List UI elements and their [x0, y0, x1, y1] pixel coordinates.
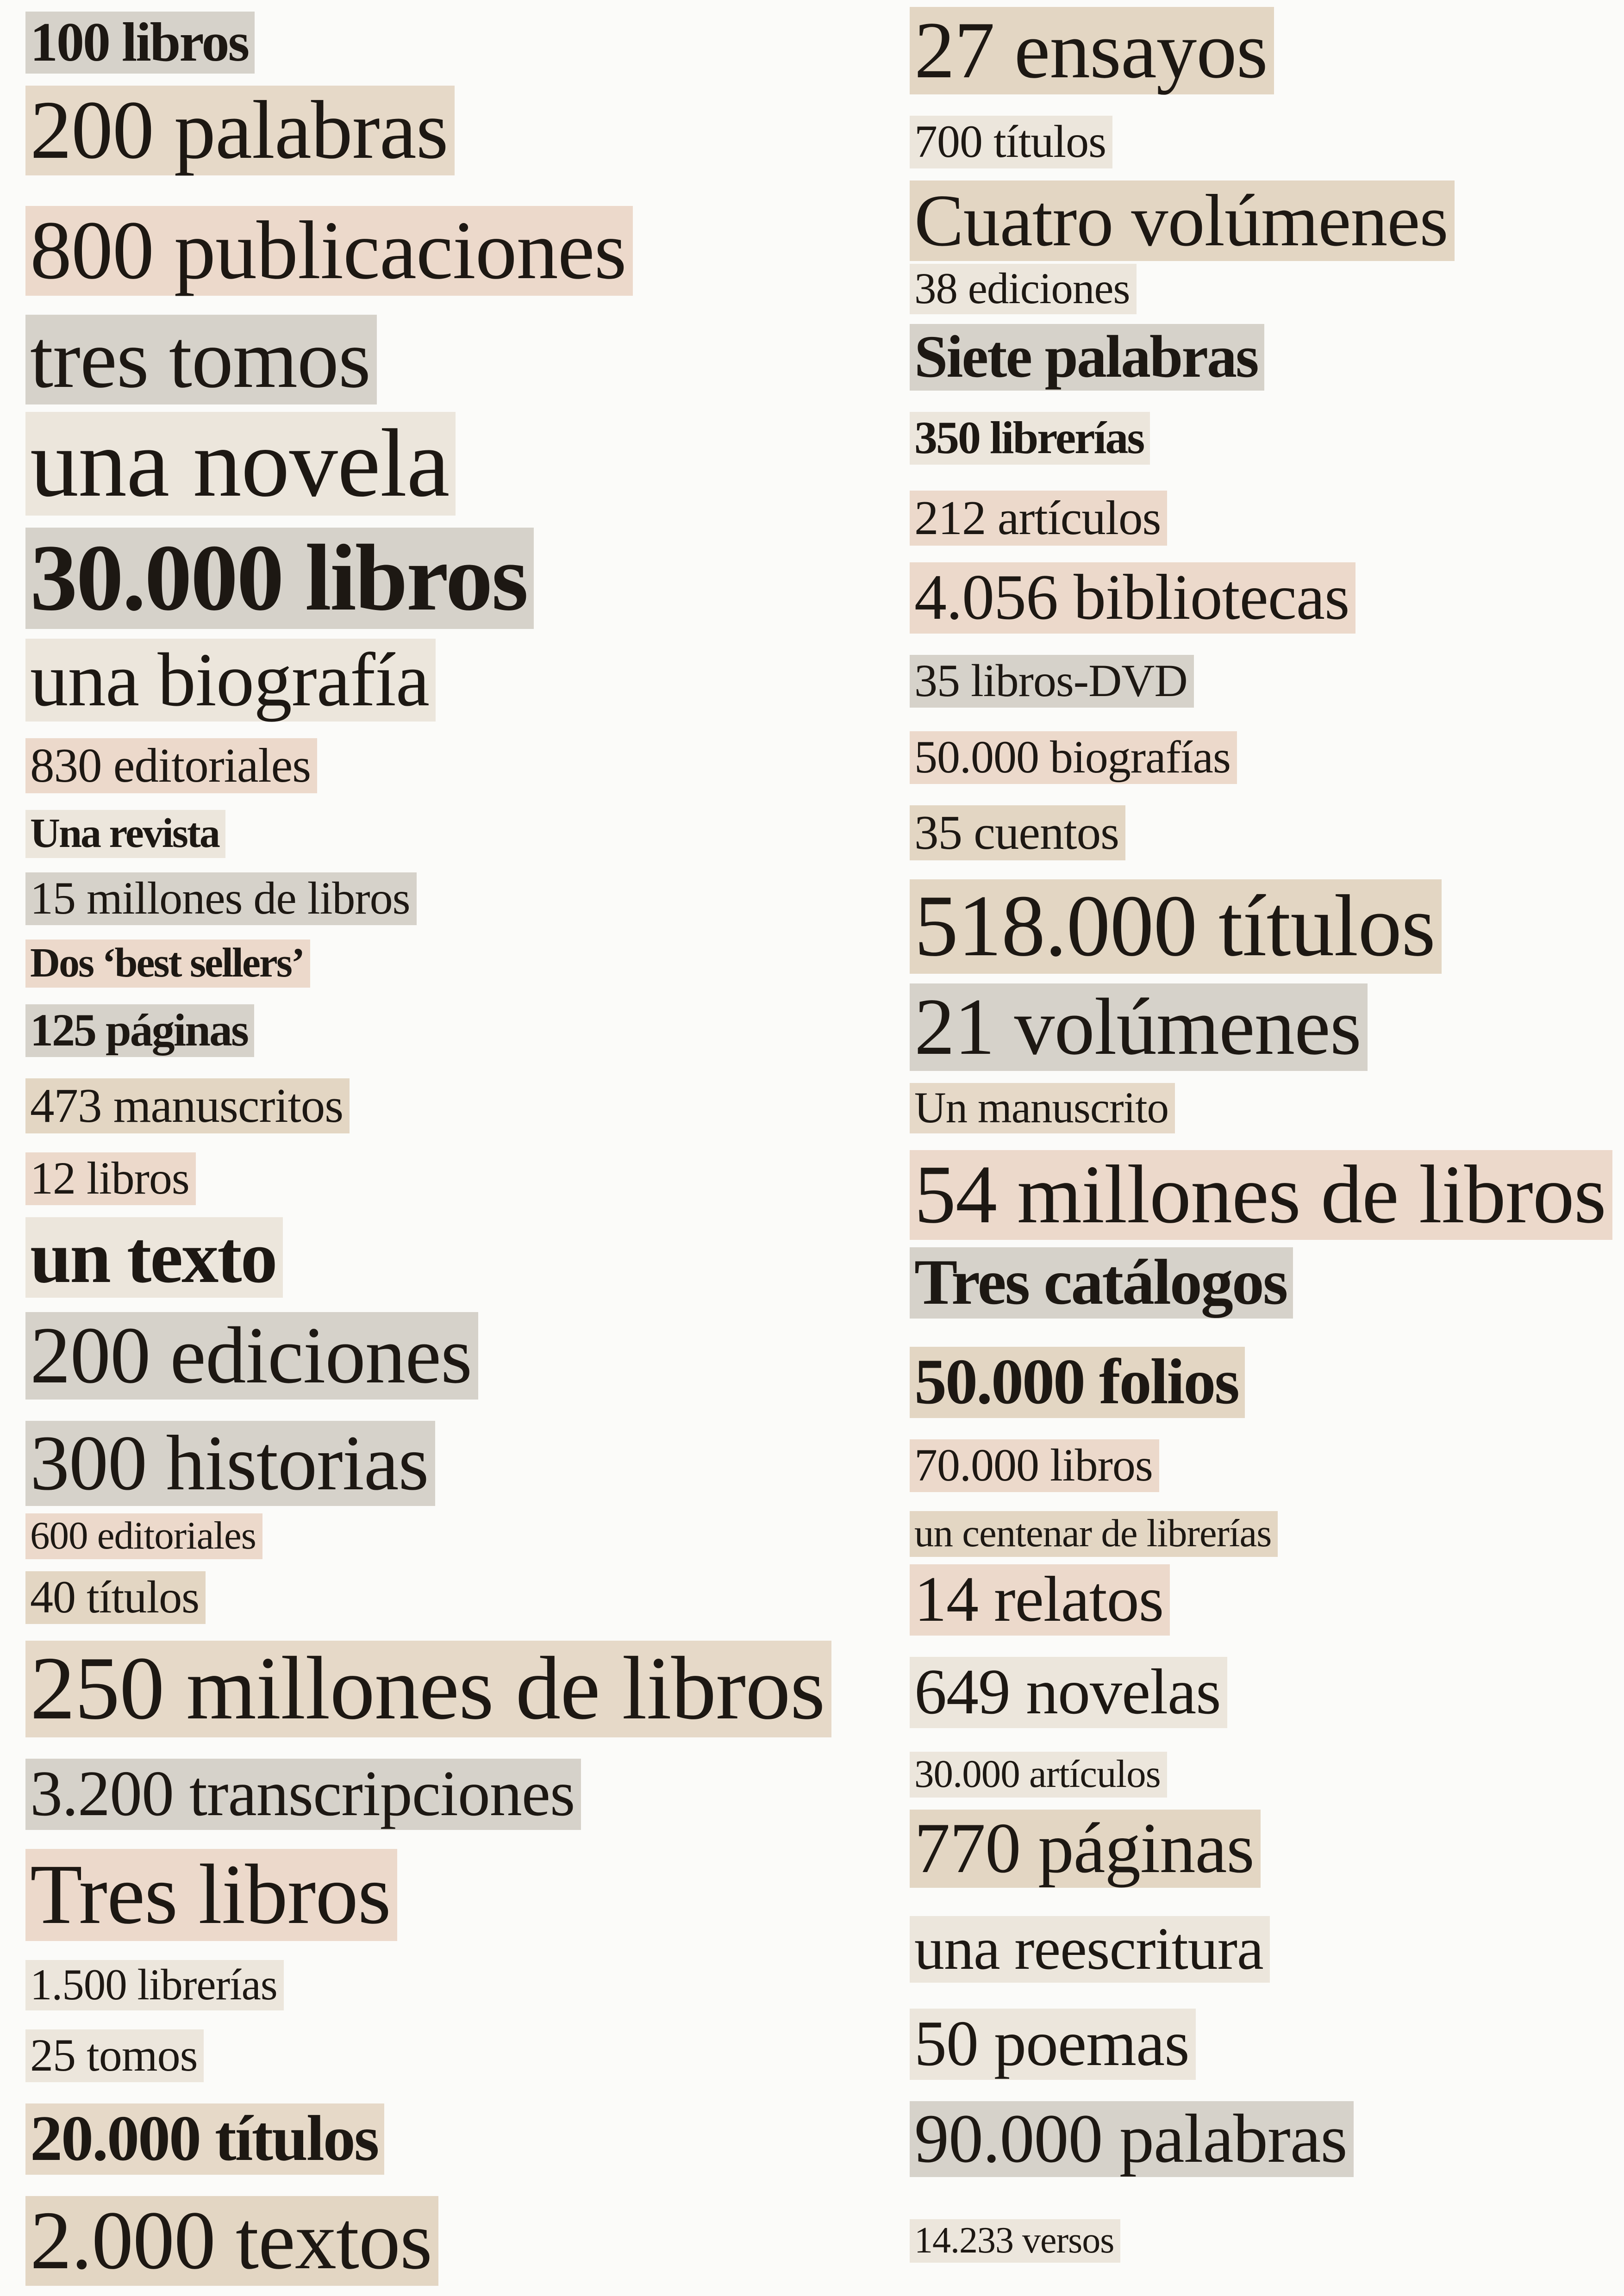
clipping-una-reescritura: una reescritura	[910, 1916, 1270, 1983]
clipping-200-ediciones: 200 ediciones	[25, 1312, 478, 1400]
clipping-830-editoriales: 830 editoriales	[25, 738, 317, 793]
clipping-473-manuscritos: 473 manuscritos	[25, 1078, 350, 1133]
clipping-800-publicaciones: 800 publicaciones	[25, 206, 633, 296]
clipping-212-articulos: 212 artículos	[910, 491, 1167, 546]
clipping-un-centenar-de-librerias: un centenar de librerías	[910, 1511, 1278, 1557]
clipping-700-titulos: 700 títulos	[910, 116, 1112, 168]
clipping-50-000-folios: 50.000 folios	[910, 1347, 1245, 1418]
clipping-15-millones-de-libros: 15 millones de libros	[25, 872, 417, 925]
clipping-un-manuscrito: Un manuscrito	[910, 1083, 1175, 1133]
clipping-350-librerias: 350 librerías	[910, 412, 1150, 465]
clipping-3-200-transcripciones: 3.200 transcripciones	[25, 1759, 581, 1830]
clipping-30-000-articulos: 30.000 artículos	[910, 1752, 1167, 1798]
clipping-40-titulos: 40 títulos	[25, 1571, 206, 1624]
clipping-125-paginas: 125 páginas	[25, 1004, 254, 1057]
clipping-2-000-textos: 2.000 textos	[25, 2196, 438, 2286]
clipping-70-000-libros: 70.000 libros	[910, 1439, 1159, 1492]
clipping-dos-best-sellers: Dos ‘best sellers’	[25, 940, 310, 988]
clipping-14-relatos: 14 relatos	[910, 1564, 1170, 1636]
clipping-600-editoriales: 600 editoriales	[25, 1513, 262, 1559]
clipping-tres-libros: Tres libros	[25, 1849, 397, 1941]
clipping-300-historias: 300 historias	[25, 1421, 435, 1506]
clipping-200-palabras: 200 palabras	[25, 86, 455, 175]
clipping-25-tomos: 25 tomos	[25, 2029, 204, 2082]
clipping-cuatro-volumenes: Cuatro volúmenes	[910, 180, 1455, 261]
clipping-tres-tomos: tres tomos	[25, 315, 377, 404]
clipping-30-000-libros: 30.000 libros	[25, 528, 534, 629]
clipping-una-revista: Una revista	[25, 810, 225, 858]
clipping-1-500-librerias: 1.500 librerías	[25, 1960, 284, 2010]
clipping-50-000-biografias: 50.000 biografías	[910, 731, 1237, 784]
clipping-27-ensayos: 27 ensayos	[910, 7, 1274, 94]
clipping-38-ediciones: 38 ediciones	[910, 264, 1137, 314]
clipping-tres-catalogos: Tres catálogos	[910, 1247, 1293, 1319]
clipping-35-libros-dvd: 35 libros-DVD	[910, 655, 1194, 708]
clipping-518-000-titulos: 518.000 títulos	[910, 879, 1442, 974]
clipping-una-biografia: una biografía	[25, 639, 436, 722]
clipping-21-volumenes: 21 volúmenes	[910, 983, 1368, 1071]
clipping-14-233-versos: 14.233 versos	[910, 2219, 1120, 2263]
clipping-una-novela: una novela	[25, 412, 456, 516]
clipping-90-000-palabras: 90.000 palabras	[910, 2101, 1354, 2177]
clipping-54-millones-de-libros: 54 millones de libros	[910, 1150, 1612, 1240]
clipping-649-novelas: 649 novelas	[910, 1657, 1227, 1728]
clipping-4-056-bibliotecas: 4.056 bibliotecas	[910, 562, 1355, 634]
clipping-siete-palabras: Siete palabras	[910, 324, 1264, 391]
clipping-20-000-titulos: 20.000 títulos	[25, 2103, 384, 2175]
clipping-100-libros: 100 libros	[25, 12, 255, 74]
clipping-12-libros: 12 libros	[25, 1152, 196, 1205]
clipping-250-millones-de-libros: 250 millones de libros	[25, 1641, 831, 1737]
clipping-50-poemas: 50 poemas	[910, 2009, 1196, 2080]
clipping-un-texto: un texto	[25, 1217, 283, 1298]
clipping-770-paginas: 770 páginas	[910, 1810, 1261, 1888]
clipping-35-cuentos: 35 cuentos	[910, 805, 1125, 860]
